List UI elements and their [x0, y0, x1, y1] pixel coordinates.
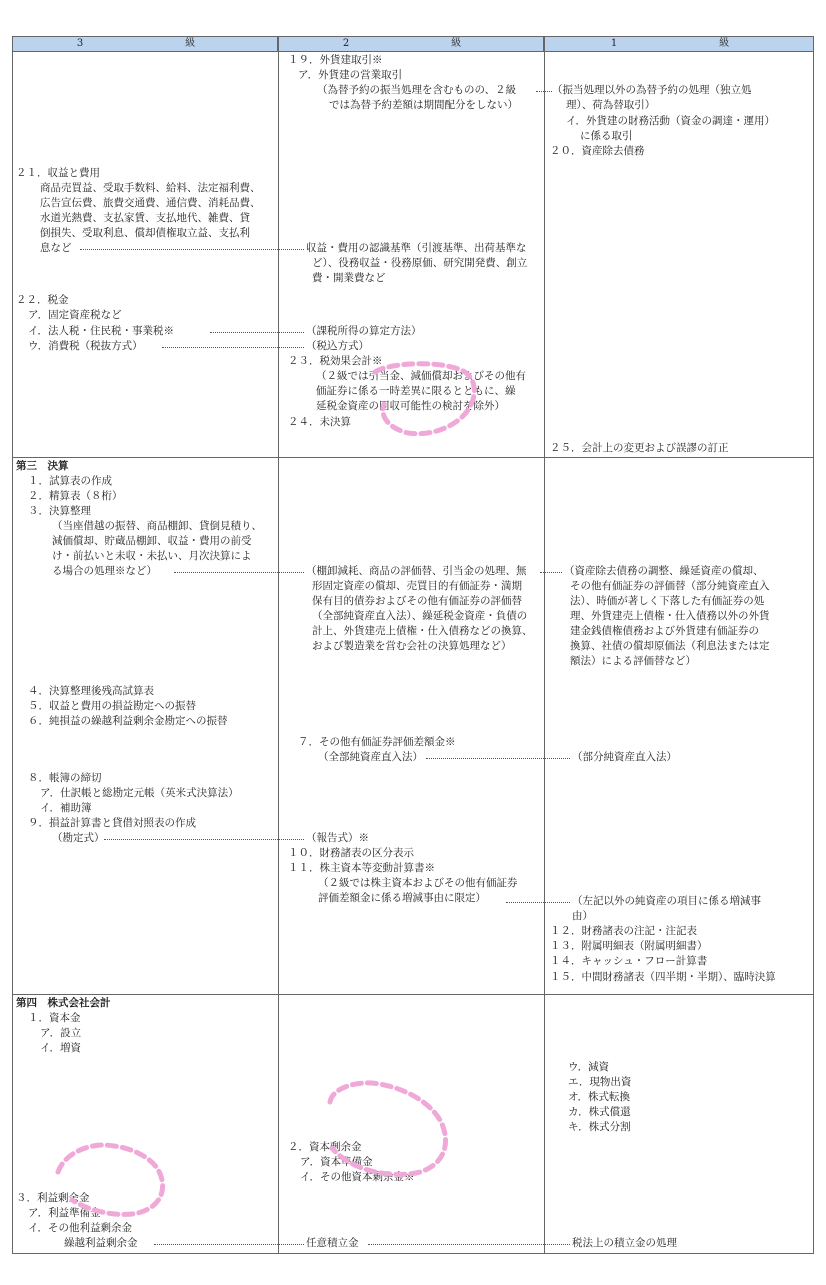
text-line: 換算、社債の償却原価法（利息法または定: [570, 640, 770, 652]
leader-line: [104, 839, 304, 840]
text-line: （当座借越の振替、商品棚卸、貸倒見積り、: [52, 520, 262, 532]
text-line: イ．その他資本剰余金※: [300, 1171, 415, 1183]
text-line: （部分純資産直入法）: [572, 751, 677, 763]
text-line: 保有目的債券およびその他有価証券の評価替: [312, 595, 522, 607]
text-line: ア．仕訳帳と総勘定元帳（英米式決算法）: [40, 787, 239, 799]
text-line: る場合の処理※など）: [52, 565, 157, 577]
text-line: 倒損失、受取利息、償却債権取立益、支払利: [40, 227, 250, 239]
text-line: け・前払いと未収・未払い、月次決算によ: [52, 550, 252, 562]
text-line: （報告式）※: [306, 832, 369, 844]
text-line: １５．中間財務諸表（四半期・半期）、臨時決算: [550, 971, 776, 983]
text-line: ４．決算整理後残高試算表: [28, 685, 154, 697]
text-line: その他有価証券の評価替（部分純資産直入: [570, 580, 770, 592]
text-line: （為替予約の振当処理を含むものの、２級: [317, 84, 517, 96]
leader-line: [540, 572, 562, 573]
text-line: イ．増資: [40, 1042, 82, 1054]
column-divider: [278, 36, 279, 1254]
text-line: （２級では株主資本およびその他有価証券: [318, 877, 518, 889]
text-line: ２．精算表（８桁）: [28, 490, 123, 502]
text-line: １１．株主資本等変動計算書※: [288, 862, 435, 874]
text-line: 水道光熱費、支払家賃、支払地代、雑費、貸: [40, 212, 250, 224]
text-line: ８．帳簿の締切: [28, 772, 102, 784]
text-line: ２４．未決算: [288, 416, 351, 428]
text-line: オ．株式転換: [568, 1091, 631, 1103]
text-line: 息など: [40, 242, 72, 254]
text-line: ウ．減資: [568, 1061, 610, 1073]
text-line: （棚卸減耗、商品の評価替、引当金の処理、無: [306, 565, 527, 577]
header-grade-3: 3 級: [12, 36, 278, 52]
text-line: ５．収益と費用の損益勘定への振替: [28, 700, 196, 712]
text-line: 繰越利益剰余金: [64, 1237, 138, 1249]
text-line: （課税所得の算定方法）: [306, 325, 422, 337]
text-line: ２５．会計上の変更および誤謬の訂正: [550, 442, 729, 454]
text-line: 減価償却、貯蔵品棚卸、収益・費用の前受: [52, 535, 252, 547]
text-line: ２１．収益と費用: [16, 167, 100, 179]
text-line: 広告宣伝費、旅費交通費、通信費、消耗品費、: [40, 197, 261, 209]
leader-line: [426, 758, 570, 759]
text-line: 計上、外貨建売上債権・仕入債務などの換算、: [312, 625, 533, 637]
text-line: 由）: [572, 910, 593, 922]
section-title: 第三 決算: [16, 460, 69, 472]
text-line: イ．その他利益剰余金: [28, 1222, 133, 1234]
leader-line: [210, 332, 304, 333]
text-line: エ．現物出資: [568, 1076, 632, 1088]
text-line: ア．利益準備金: [28, 1207, 101, 1219]
leader-line: [174, 572, 304, 573]
text-line: （資産除去債務の調整、繰延資産の償却、: [564, 565, 764, 577]
text-line: （全部純資産直入法）: [318, 751, 423, 763]
text-line: 収益・費用の認識基準（引渡基準、出荷基準な: [306, 242, 527, 254]
syllabus-table: [12, 36, 814, 1254]
text-line: 価証券に係る一時差異に限るとともに、繰: [316, 385, 516, 397]
leader-line: [506, 902, 570, 903]
text-line: および製造業を営む会社の決算処理など）: [312, 640, 512, 652]
text-line: 費・開業費など: [312, 272, 386, 284]
text-line: ９．損益計算書と貸借対照表の作成: [28, 817, 196, 829]
text-line: ア．資本準備金: [300, 1156, 373, 1168]
text-line: に係る取引: [580, 130, 633, 142]
text-line: ２３．税効果会計※: [288, 355, 383, 367]
section-title: 第四 株式会社会計: [16, 997, 111, 1009]
text-line: ６．純損益の繰越利益剰余金勘定への振替: [28, 715, 228, 727]
text-line: 税法上の積立金の処理: [572, 1237, 677, 1249]
text-line: 法）、時価が著しく下落した有価証券の処: [570, 595, 765, 607]
leader-line: [536, 91, 552, 92]
text-line: ア．固定資産税など: [28, 309, 122, 321]
text-line: ２２．税金: [16, 294, 69, 306]
text-line: 理、外貨建売上債権・仕入債務以外の外貨: [570, 610, 770, 622]
text-line: （税込方式）: [306, 340, 369, 352]
column-divider: [544, 36, 545, 1254]
text-line: １．資本金: [28, 1012, 81, 1024]
text-line: （全部純資産直入法）、繰延税金資産・負債の: [312, 610, 528, 622]
text-line: 任意積立金: [306, 1237, 359, 1249]
text-line: １３．附属明細表（附属明細書）: [550, 940, 708, 952]
text-line: ど）、役務収益・役務原価、研究開発費、創立: [312, 257, 528, 269]
text-line: ウ．消費税（税抜方式）: [28, 340, 143, 352]
text-line: 建金銭債権債務および外貨建有価証券の: [570, 625, 759, 637]
leader-line: [154, 1244, 304, 1245]
leader-line: [368, 1244, 570, 1245]
leader-line: [162, 347, 304, 348]
header-grade-2: 2 級: [278, 36, 544, 52]
text-line: １４．キャッシュ・フロー計算書: [550, 955, 708, 967]
text-line: ２０．資産除去債務: [550, 145, 645, 157]
text-line: ２．資本剰余金: [288, 1141, 362, 1153]
text-line: ３．利益剰余金: [16, 1192, 90, 1204]
text-line: 評価差額金に係る増減事由に限定）: [318, 892, 486, 904]
text-line: 形固定資産の償却、売買目的有価証券・満期: [312, 580, 522, 592]
text-line: イ．法人税・住民税・事業税※: [28, 325, 175, 337]
text-line: カ．株式償還: [568, 1106, 631, 1118]
text-line: では為替予約差額は期間配分をしない）: [329, 99, 518, 111]
text-line: ７．その他有価証券評価差額金※: [298, 736, 456, 748]
text-line: （勘定式）: [52, 832, 105, 844]
text-line: 延税金資産の回収可能性の検討を除外）: [316, 400, 505, 412]
text-line: （左記以外の純資産の項目に係る増減事: [572, 895, 761, 907]
text-line: （２級では引当金、減価償却およびその他有: [316, 370, 526, 382]
text-line: １９．外貨建取引※: [288, 54, 383, 66]
text-line: 理）、荷為替取引）: [566, 99, 656, 111]
text-line: ア．外貨建の営業取引: [298, 69, 403, 81]
section-divider: [12, 994, 814, 995]
text-line: ア．設立: [40, 1027, 82, 1039]
text-line: 額法）による評価替など）: [570, 655, 696, 667]
text-line: ３．決算整理: [28, 505, 91, 517]
text-line: １．試算表の作成: [28, 475, 112, 487]
text-line: イ．外貨建の財務活動（資金の調達・運用）: [566, 115, 776, 127]
section-divider: [12, 457, 814, 458]
text-line: キ．株式分割: [568, 1121, 631, 1133]
text-line: （振当処理以外の為替予約の処理（独立処: [552, 84, 752, 96]
leader-line: [80, 249, 304, 250]
text-line: １０．財務諸表の区分表示: [288, 847, 414, 859]
text-line: １２．財務諸表の注記・注記表: [550, 925, 697, 937]
text-line: 商品売買益、受取手数料、給料、法定福利費、: [40, 182, 261, 194]
text-line: イ．補助簿: [40, 802, 92, 814]
header-grade-1: 1 級: [544, 36, 814, 52]
